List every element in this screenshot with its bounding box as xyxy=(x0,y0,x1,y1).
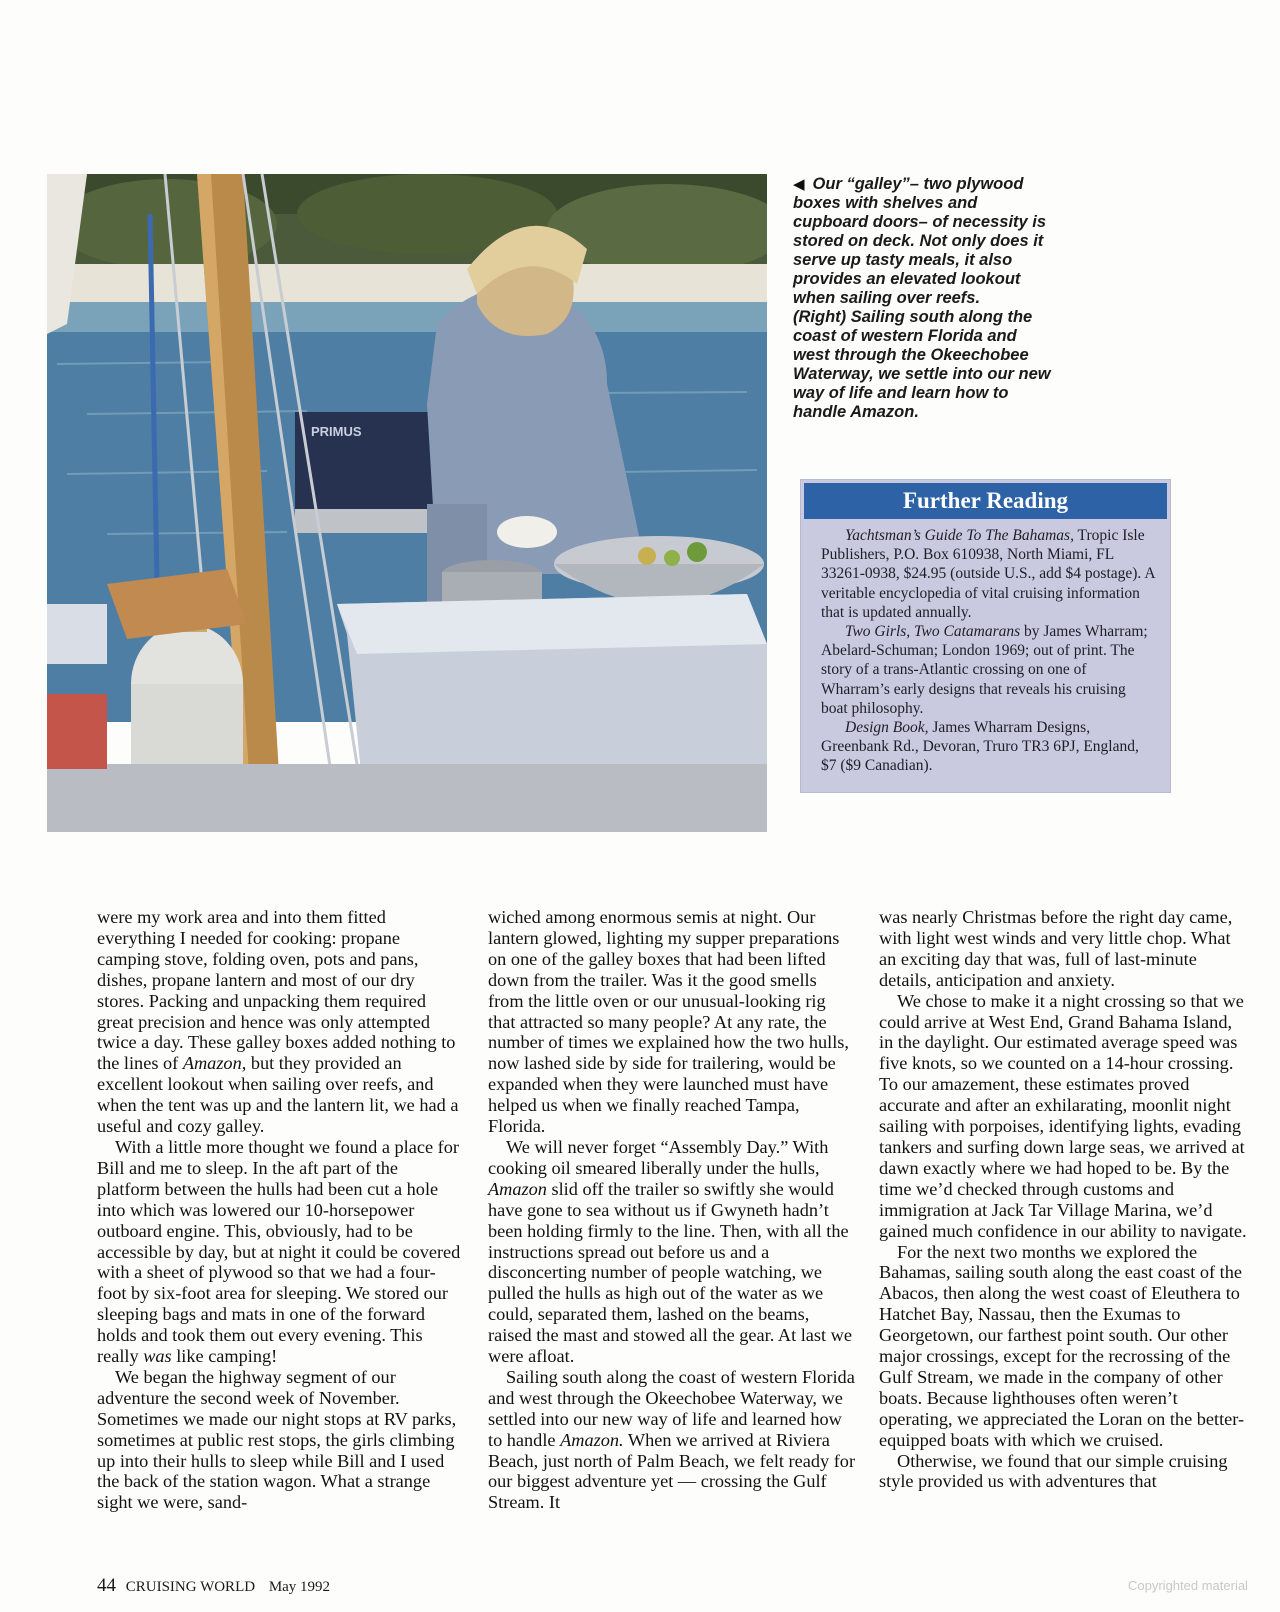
article-column-1 xyxy=(97,907,465,1513)
photo-caption xyxy=(793,175,1053,422)
further-reading-entry xyxy=(821,622,1156,718)
further-reading-entry xyxy=(821,718,1156,776)
emphasis-text: was xyxy=(143,1346,172,1367)
article-paragraph: We chose to make it a night crossing so that we could arrive at West End, Grand Bahama Island, in the daylight. Our estimated average speed was five knots, so we counted on a 14-hour crossing. To our amazement, these estimates proved accurate and after an exhilarating, moonlit night sailing with porpoises, identifying lights, evading tankers and surfing down large seas, we arrived at dawn exactly where we had hoped to be. By the time we’d checked through customs and immigration at Jack Tar Village Marina, we’d gained much confidence in our ability to navigate. xyxy=(879,990,1247,1241)
further-reading-box xyxy=(800,479,1171,793)
article-paragraph: Otherwise, we found that our simple cruising style provided us with adventures that xyxy=(879,1450,1228,1492)
issue-date: May 1992 xyxy=(268,1579,331,1595)
book-title: Two Girls, Two Catamarans xyxy=(845,623,1021,641)
caption-text-1 xyxy=(793,175,1053,308)
article-column-2 xyxy=(488,907,856,1513)
book-title: Yachtsman’s Guide To The Bahamas, xyxy=(845,527,1074,544)
copyright-watermark: Copyrighted material xyxy=(1128,1578,1248,1593)
further-reading-entry xyxy=(821,526,1156,622)
caption-galley-text: Our “galley”– two plywood boxes with shelves and cupboard doors– of necessity is stored on deck. Not only does it serve up tasty meals, it also provides an elevated lookout when sailing over reefs. xyxy=(793,175,1047,307)
book-details: by James Wharram; Abelard-Schuman; London 1969; out of print. The story of a trans-Atlantic crossing on one of Wharram’s early designs that reveals his cruising boat philosophy. xyxy=(821,623,1148,717)
article-paragraph: For the next two months we explored the Bahamas, sailing south along the east coast of the Abacos, then along the west coast of Eleuthera to Hatchet Bay, Nassau, then the Exumas to Georgetown, our farthest point south. Our other major crossings, except for the recrossing of the Gulf Stream, we made in the company of other boats. Because lighthouses often weren’t operating, we appreciated the Loran on the better-equipped boats with which we cruised. xyxy=(879,1241,1245,1450)
paragraph-text: were my work area and into them fitted everything I needed for cooking: propane camping stove, folding oven, pots and pans, dishes, propane lantern and most of our dry stores. Packing and unpacking them required great precision and hence was only attempted twice a day. These galley boxes added nothing to the lines of xyxy=(97,907,456,1074)
paragraph-text: like camping! xyxy=(171,1346,278,1367)
further-reading-list xyxy=(801,519,1170,776)
article-paragraph xyxy=(488,1367,856,1513)
stove-brand-label: PRIMUS xyxy=(311,424,362,439)
article-column-3 xyxy=(879,907,1247,1492)
boat-name: Amazon xyxy=(182,1053,242,1074)
galley-photo xyxy=(47,174,767,832)
article-paragraph: We began the highway segment of our adventure the second week of November. Sometimes we made our night stops at RV parks, sometimes at public rest stops, the girls climbing up into their hulls to sleep while Bill and I used the back of the station wagon. What a strange sight we were, sand- xyxy=(97,1366,457,1513)
article-paragraph xyxy=(488,1137,856,1367)
galley-photo-illustration xyxy=(47,174,767,832)
further-reading-title: Further Reading xyxy=(804,483,1167,519)
article-paragraph: was nearly Christmas before the right day came, with light west winds and very little chop. What an exciting day that was, full of last-minute details, anticipation and anxiety. xyxy=(879,907,1233,990)
magazine-name: CRUISING WORLD xyxy=(125,1579,256,1595)
book-title: Design Book, xyxy=(845,719,929,737)
page-footer xyxy=(97,1575,330,1597)
paragraph-text: , but they provided an excellent lookout when sailing over reefs, and when the tent was up and the lantern lit, we had a useful and cozy galley. xyxy=(97,1053,459,1137)
boat-name: Amazon xyxy=(488,1178,547,1199)
paragraph-text: We will never forget “Assembly Day.” With cooking oil smeared liberally under the hulls, xyxy=(488,1136,829,1178)
book-details: James Wharram Designs, Greenbank Rd., Devoran, Truro TR3 6PJ, England, $7 ($9 Canadian). xyxy=(821,719,1139,775)
article-paragraph xyxy=(97,907,465,1137)
left-arrow-icon: ◀ xyxy=(793,176,805,193)
caption-text-2: (Right) Sailing south along the coast of western Florida and west through the Okeechobee Waterway, we settle into our new way of life and learn how to handle Amazon. xyxy=(793,308,1051,421)
boat-name: Amazon. xyxy=(560,1429,624,1450)
paragraph-text: When we arrived at Riviera Beach, just north of Palm Beach, we felt ready for our biggest adventure yet — crossing the Gulf Stream. It xyxy=(488,1429,856,1513)
article-paragraph xyxy=(97,1137,465,1367)
page-number: 44 xyxy=(97,1575,116,1596)
paragraph-text: Sailing south along the coast of western Florida and west through the Okeechobee Waterway, we settled into our new way of life and learned how to handle xyxy=(488,1366,855,1450)
paragraph-text: With a little more thought we found a place for Bill and me to sleep. In the aft part of the platform between the hulls had been cut a hole into which was lowered our 10-horsepower outboard engine. This, obviously, had to be accessible by day, but at night it could be covered with a sheet of plywood so that we had a four-foot by six-foot area for sleeping. We stored our sleeping bags and mats in one of the forward holds and took them out every evening. This really xyxy=(97,1136,461,1367)
paragraph-text: slid off the trailer so swiftly she would have gone to sea without us if Gwyneth hadn’t been holding firmly to the line. Then, with all the instructions spread out before us and a disconcerting number of people watching, we pulled the hulls as high out of the water as we could, separated them, lashed on the beams, raised the mast and stowed all the gear. At last we were afloat. xyxy=(488,1178,852,1367)
book-details: Tropic Isle Publishers, P.O. Box 610938, North Miami, FL 33261-0938, $24.95 (outside U.S., add $4 postage). A veritable encyclopedia of vital cruising information that is updated annually. xyxy=(821,527,1155,621)
article-paragraph: wiched among enormous semis at night. Our lantern glowed, lighting my supper preparations on one of the galley boxes that had been lifted down from the trailer. Was it the good smells from the little oven or our unusual-looking rig that attracted so many people? At any rate, the number of times we explained how the two hulls, now lashed side by side for trailering, would be expanded when they were launched must have helped us when we finally reached Tampa, Florida. xyxy=(488,907,849,1137)
